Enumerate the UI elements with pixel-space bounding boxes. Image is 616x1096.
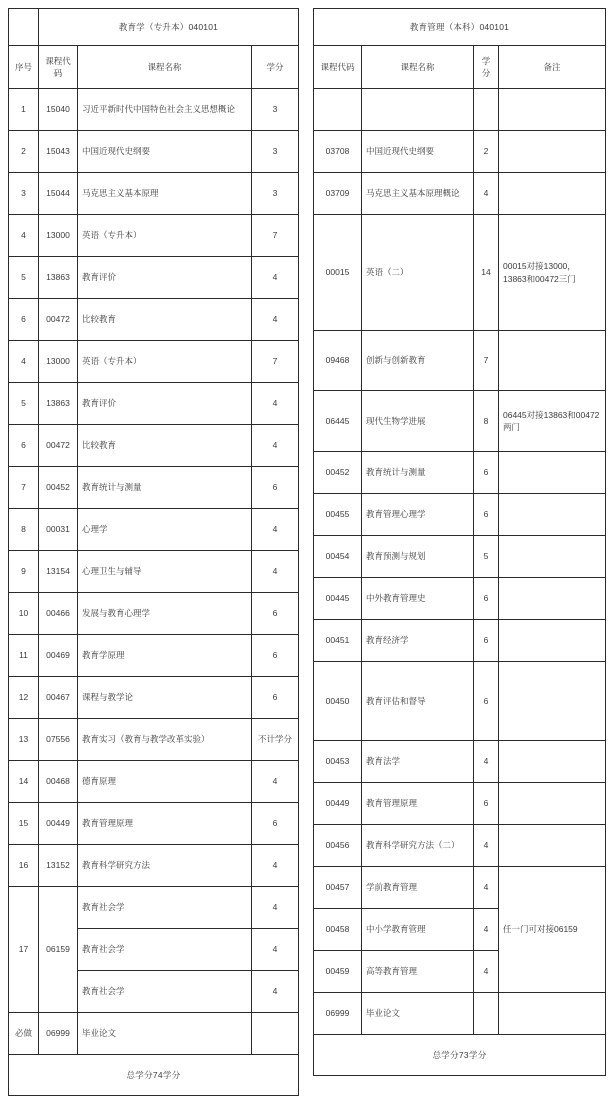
- right-table-title: 教育管理（本科）040101: [314, 9, 606, 46]
- cell-no-merged: 17: [9, 887, 39, 1013]
- cell-name: 教育管理心理学: [362, 494, 474, 536]
- cell-code: 15044: [39, 173, 78, 215]
- table-row: [9, 635, 299, 677]
- cell-remark: [499, 825, 606, 867]
- cell-code: 00449: [314, 783, 362, 825]
- table-row-remark-group: [314, 867, 606, 909]
- table-row: [314, 741, 606, 783]
- cell-name: 德育原理: [78, 761, 252, 803]
- table-row: [9, 257, 299, 299]
- cell-no: 3: [9, 173, 39, 215]
- cell-credit: 3: [252, 89, 299, 131]
- cell-name: 中国近现代史纲要: [362, 131, 474, 173]
- cell-no: 13: [9, 719, 39, 761]
- cell-name: 教育实习（教育与教学改革实验）: [78, 719, 252, 761]
- cell-credit: 4: [252, 845, 299, 887]
- cell-name: [362, 89, 474, 131]
- right-header-row: [314, 46, 606, 89]
- cell-code: 00459: [314, 951, 362, 993]
- cell-code: 00458: [314, 909, 362, 951]
- cell-credit: 6: [474, 620, 499, 662]
- table-row-merged-group: [9, 887, 299, 929]
- cell-code: 00452: [314, 452, 362, 494]
- cell-remark: [499, 89, 606, 131]
- cell-code: 09468: [314, 331, 362, 391]
- left-header-no: 序号: [9, 46, 39, 89]
- table-row: [314, 620, 606, 662]
- cell-credit: 4: [252, 383, 299, 425]
- cell-code: 00452: [39, 467, 78, 509]
- cell-remark: [499, 783, 606, 825]
- cell-no: 6: [9, 425, 39, 467]
- cell-no: 5: [9, 383, 39, 425]
- cell-name: 中小学教育管理: [362, 909, 474, 951]
- cell-code: 13863: [39, 257, 78, 299]
- cell-code: 06999: [314, 993, 362, 1035]
- cell-name: 中国近现代史纲要: [78, 131, 252, 173]
- table-row: [9, 677, 299, 719]
- cell-name: 教育评价: [78, 383, 252, 425]
- cell-code: 07556: [39, 719, 78, 761]
- right-total-row: [314, 1035, 606, 1076]
- cell-remark: [499, 452, 606, 494]
- table-row: [314, 783, 606, 825]
- table-row-english: [314, 215, 606, 331]
- cell-credit: 4: [252, 299, 299, 341]
- cell-name: 教育社会学: [78, 971, 252, 1013]
- table-row: [314, 131, 606, 173]
- right-title-row: [314, 9, 606, 46]
- table-row: [9, 89, 299, 131]
- cell-code: 00457: [314, 867, 362, 909]
- cell-name: 毕业论文: [362, 993, 474, 1035]
- cell-name: 马克思主义基本原理: [78, 173, 252, 215]
- table-row: [9, 425, 299, 467]
- cell-credit: 6: [474, 662, 499, 741]
- cell-name: 比较教育: [78, 425, 252, 467]
- cell-credit: 4: [252, 509, 299, 551]
- table-row: [314, 578, 606, 620]
- left-course-table: [8, 8, 299, 1096]
- table-row: [9, 173, 299, 215]
- cell-code: 06445: [314, 391, 362, 452]
- cell-remark: [499, 578, 606, 620]
- table-row: [314, 662, 606, 741]
- cell-credit: 8: [474, 391, 499, 452]
- cell-code: 15043: [39, 131, 78, 173]
- cell-name: 高等教育管理: [362, 951, 474, 993]
- cell-no: 15: [9, 803, 39, 845]
- cell-credit: 4: [474, 741, 499, 783]
- cell-name: 教育统计与测量: [78, 467, 252, 509]
- cell-remark: [499, 173, 606, 215]
- table-row: [314, 391, 606, 452]
- cell-credit: 4: [474, 909, 499, 951]
- cell-name: 教育统计与测量: [362, 452, 474, 494]
- left-title-spacer: [9, 9, 39, 46]
- cell-code: 00469: [39, 635, 78, 677]
- left-header-credit: 学分: [252, 46, 299, 89]
- left-header-row: [9, 46, 299, 89]
- cell-name: 教育社会学: [78, 887, 252, 929]
- left-header-name: 课程名称: [78, 46, 252, 89]
- cell-code: 13000: [39, 215, 78, 257]
- cell-remark-merged: 任一门可对接06159: [499, 867, 606, 993]
- cell-credit: 6: [252, 803, 299, 845]
- remark-line-1: 00015对接13000，: [503, 261, 576, 272]
- table-row: [314, 173, 606, 215]
- left-header-code: 课程代码: [39, 46, 78, 89]
- cell-no: 6: [9, 299, 39, 341]
- cell-name: 教育评价: [78, 257, 252, 299]
- table-row: [9, 131, 299, 173]
- cell-code: 00466: [39, 593, 78, 635]
- cell-remark: [499, 494, 606, 536]
- cell-credit: 7: [252, 341, 299, 383]
- cell-name: 课程与教学论: [78, 677, 252, 719]
- cell-code: 00467: [39, 677, 78, 719]
- cell-credit: 4: [252, 971, 299, 1013]
- cell-code: 00445: [314, 578, 362, 620]
- cell-remark: [499, 215, 606, 331]
- left-total-row: [9, 1055, 299, 1096]
- table-row: [314, 825, 606, 867]
- cell-name: 习近平新时代中国特色社会主义思想概论: [78, 89, 252, 131]
- cell-credit: 7: [474, 331, 499, 391]
- cell-credit: 4: [474, 951, 499, 993]
- cell-credit: 不计学分: [252, 719, 299, 761]
- cell-remark: [499, 620, 606, 662]
- cell-name: 教育经济学: [362, 620, 474, 662]
- cell-credit: 4: [252, 887, 299, 929]
- cell-no: 8: [9, 509, 39, 551]
- right-header-remark: 备注: [499, 46, 606, 89]
- table-row: [9, 383, 299, 425]
- cell-remark: 06445对接13863和00472两门: [499, 391, 606, 452]
- cell-credit: 7: [252, 215, 299, 257]
- cell-no: 7: [9, 467, 39, 509]
- cell-remark: [499, 741, 606, 783]
- left-total-credits: 总学分74学分: [9, 1055, 299, 1096]
- right-course-table: [313, 8, 606, 1076]
- cell-code: 00450: [314, 662, 362, 741]
- cell-code: 03709: [314, 173, 362, 215]
- cell-credit: 6: [474, 452, 499, 494]
- table-row: [9, 719, 299, 761]
- cell-name: 心理学: [78, 509, 252, 551]
- cell-name: 比较教育: [78, 299, 252, 341]
- cell-name: 发展与教育心理学: [78, 593, 252, 635]
- cell-credit: [474, 89, 499, 131]
- cell-code: 00468: [39, 761, 78, 803]
- table-row: [9, 761, 299, 803]
- cell-credit: [252, 1013, 299, 1055]
- cell-credit: 3: [252, 131, 299, 173]
- cell-credit: 4: [474, 825, 499, 867]
- cell-name: 马克思主义基本原理概论: [362, 173, 474, 215]
- cell-credit: 6: [474, 494, 499, 536]
- right-header-code: 课程代码: [314, 46, 362, 89]
- cell-no: 4: [9, 215, 39, 257]
- cell-no: 4: [9, 341, 39, 383]
- cell-no: 必做: [9, 1013, 39, 1055]
- cell-credit: 4: [252, 425, 299, 467]
- cell-credit: 6: [252, 593, 299, 635]
- cell-no: 1: [9, 89, 39, 131]
- cell-code: 00449: [39, 803, 78, 845]
- cell-credit: 4: [252, 551, 299, 593]
- left-table-title: 教育学（专升本）040101: [39, 9, 299, 46]
- cell-credit: 4: [252, 257, 299, 299]
- cell-credit: 6: [252, 677, 299, 719]
- table-row-empty: [314, 89, 606, 131]
- right-total-credits: 总学分73学分: [314, 1035, 606, 1076]
- cell-name: 英语（二）: [362, 215, 474, 331]
- table-row: [314, 331, 606, 391]
- cell-credit: 6: [474, 578, 499, 620]
- cell-name: 教育管理原理: [362, 783, 474, 825]
- cell-code: 15040: [39, 89, 78, 131]
- table-row: [9, 551, 299, 593]
- table-row-thesis: [9, 1013, 299, 1055]
- cell-no: 10: [9, 593, 39, 635]
- cell-name: 教育评估和督导: [362, 662, 474, 741]
- cell-credit: 14: [474, 215, 499, 331]
- cell-code: [314, 89, 362, 131]
- cell-name: 学前教育管理: [362, 867, 474, 909]
- cell-remark: [499, 131, 606, 173]
- cell-code: 00015: [314, 215, 362, 331]
- table-row: [9, 803, 299, 845]
- cell-code: 13152: [39, 845, 78, 887]
- table-row: [9, 845, 299, 887]
- cell-code: 13863: [39, 383, 78, 425]
- table-row: [9, 593, 299, 635]
- cell-name: 教育学原理: [78, 635, 252, 677]
- cell-no: 12: [9, 677, 39, 719]
- cell-remark: [499, 662, 606, 741]
- cell-code: 13000: [39, 341, 78, 383]
- cell-remark: [499, 331, 606, 391]
- left-title-row: [9, 9, 299, 46]
- right-header-name: 课程名称: [362, 46, 474, 89]
- cell-code: 00455: [314, 494, 362, 536]
- cell-name: 教育法学: [362, 741, 474, 783]
- cell-name: 英语（专升本）: [78, 215, 252, 257]
- cell-credit: 6: [474, 783, 499, 825]
- cell-code: 00031: [39, 509, 78, 551]
- cell-name: 心理卫生与辅导: [78, 551, 252, 593]
- cell-code: 00456: [314, 825, 362, 867]
- cell-name: 中外教育管理史: [362, 578, 474, 620]
- cell-credit: 4: [252, 761, 299, 803]
- cell-code: 00472: [39, 425, 78, 467]
- cell-name: 教育科学研究方法（二）: [362, 825, 474, 867]
- table-row: [9, 299, 299, 341]
- cell-credit: 3: [252, 173, 299, 215]
- cell-name: 教育社会学: [78, 929, 252, 971]
- table-row: [9, 215, 299, 257]
- cell-code: 00453: [314, 741, 362, 783]
- cell-code: 00454: [314, 536, 362, 578]
- cell-name: 教育科学研究方法: [78, 845, 252, 887]
- table-row: [314, 494, 606, 536]
- cell-credit: 4: [474, 173, 499, 215]
- cell-no: 2: [9, 131, 39, 173]
- cell-no: 16: [9, 845, 39, 887]
- cell-name: 教育管理原理: [78, 803, 252, 845]
- cell-no: 9: [9, 551, 39, 593]
- cell-no: 5: [9, 257, 39, 299]
- cell-no: 11: [9, 635, 39, 677]
- cell-code: 00451: [314, 620, 362, 662]
- cell-code: 06999: [39, 1013, 78, 1055]
- cell-code: 00472: [39, 299, 78, 341]
- cell-remark: [499, 536, 606, 578]
- cell-name: 毕业论文: [78, 1013, 252, 1055]
- table-row: [314, 452, 606, 494]
- cell-credit: 6: [252, 635, 299, 677]
- cell-name: 现代生物学进展: [362, 391, 474, 452]
- cell-credit: 6: [252, 467, 299, 509]
- cell-credit: 4: [252, 929, 299, 971]
- cell-code: 03708: [314, 131, 362, 173]
- cell-name: 教育预测与规划: [362, 536, 474, 578]
- cell-name: 英语（专升本）: [78, 341, 252, 383]
- table-row: [9, 341, 299, 383]
- cell-code-merged: 06159: [39, 887, 78, 1013]
- right-header-credit: 学分: [474, 46, 499, 89]
- table-row: [9, 467, 299, 509]
- cell-credit: 2: [474, 131, 499, 173]
- cell-credit: 5: [474, 536, 499, 578]
- cell-no: 14: [9, 761, 39, 803]
- cell-credit: 4: [474, 867, 499, 909]
- cell-name: 创新与创新教育: [362, 331, 474, 391]
- remark-line-2: 13863和00472三门: [503, 273, 576, 284]
- table-row: [9, 509, 299, 551]
- table-row: [314, 536, 606, 578]
- cell-code: 13154: [39, 551, 78, 593]
